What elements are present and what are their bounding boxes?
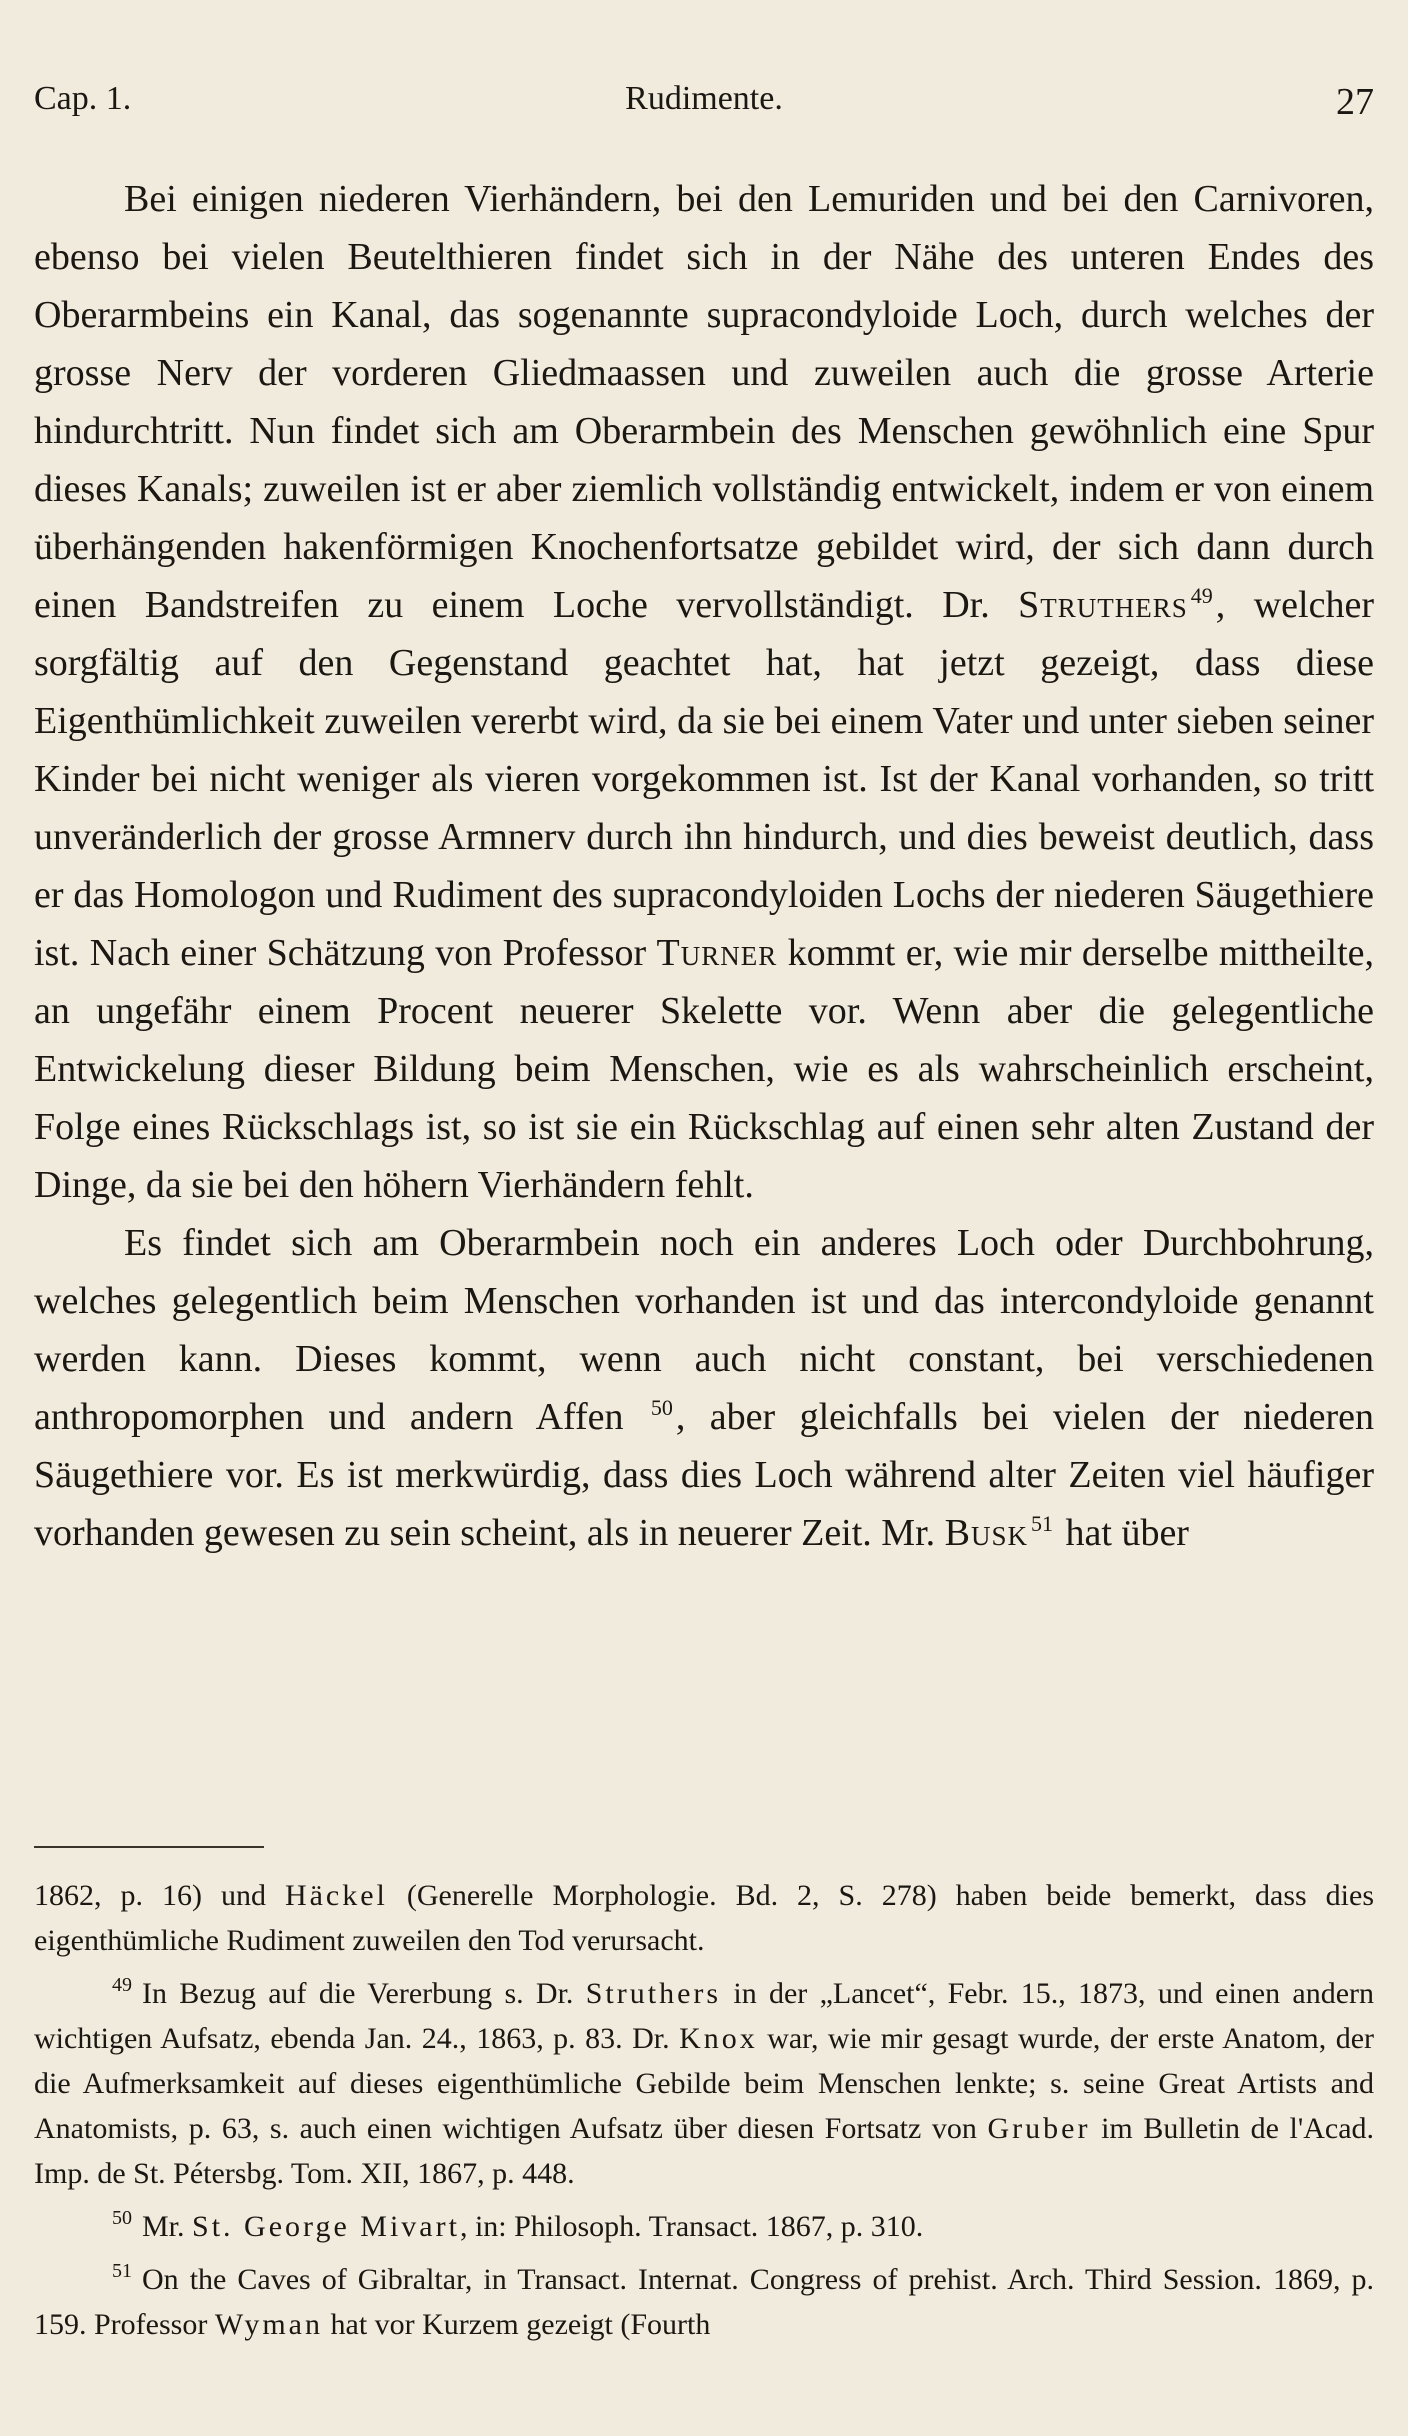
p1-text-c: kommt er, wie mir derselbe mittheilte, an ungefähr einem Procent neuerer Skelette vor. Wenn aber die gelegentliche Entwickelung dieser Bildung beim Menschen, wie es als wahrscheinlich erscheint, Folge eines Rückschlags ist, so ist sie ein Rückschlag auf einen sehr alten Zustand der Dinge, da sie bei den höhern Vierhändern fehlt. bbox=[34, 932, 1375, 1206]
footnote-ref-49: 49 bbox=[1190, 583, 1213, 608]
p2-text-a: Es findet sich am Oberarmbein noch ein anderes Loch oder Durchbohrung, welches gelegentlich beim Menschen vorhanden ist und das intercondyloide genannt werden kann. Dieses kommt, wenn auch nicht constant, bei verschiedenen anthropomorphen und andern Affen bbox=[34, 1222, 1374, 1438]
fn51-text-b: hat vor Kurzem gezeigt (Fourth bbox=[330, 2308, 711, 2341]
p1-text-b: , welcher sorgfältig auf den Gegenstand geachtet hat, hat jetzt gezeigt, dass diese Eigenthümlichkeit zuweilen vererbt wird, da sie bei einem Vater und unter sieben seiner Kinder bei nicht weniger als vieren vorgekommen ist. Ist der Kanal vorhanden, so tritt unveränderlich der grosse Armnerv durch ihn hindurch, und dies beweist deutlich, dass er das Homologon und Rudiment des supracondyloiden Lochs der niederen Säugethiere ist. Nach einer Schätzung von Professor bbox=[34, 584, 1374, 974]
fn51-text-a: On the Caves of Gibraltar, in Transact. Internat. Congress of prehist. Arch. Third Session. 1869, p. 159. Professor bbox=[34, 2263, 1374, 2341]
footnote-divider bbox=[34, 1846, 264, 1848]
fn49-name-struthers: Struthers bbox=[585, 1977, 722, 2010]
footnote-number-50: 50 bbox=[112, 2207, 132, 2229]
fn50-name-mivart: St. George Mivart bbox=[192, 2210, 460, 2243]
chapter-label: Cap. 1. bbox=[34, 80, 132, 117]
fn49-text-c: war, wie mir gesagt wurde, der erste Anatom, der die Aufmerksamkeit auf dieses eigenthümliche Gebilde beim Menschen lenkte; s. seine Great Artists and Anatomists, p. 63, s. auch einen wichtigen Aufsatz über diesen Fortsatz von bbox=[34, 2022, 1375, 2145]
footnote-continuation bbox=[34, 1873, 1374, 1963]
footnote-50 bbox=[34, 2204, 1374, 2249]
main-text bbox=[34, 170, 1374, 1562]
p1-text-a: Bei einigen niederen Vierhändern, bei den Lemuriden und bei den Carnivoren, ebenso bei vielen Beutelthieren findet sich in der Nähe des unteren Endes des Oberarmbeins ein Kanal, das sogenannte supracondyloide Loch, durch welches der grosse Nerv der vorderen Gliedmaassen und zuweilen auch die grosse Arterie hindurchtritt. Nun findet sich am Oberarmbein des Menschen gewöhnlich eine Spur dieses Kanals; zuweilen ist er aber ziemlich vollständig entwickelt, indem er von einem überhängenden hakenförmigen Knochenfortsatze gebildet wird, der sich dann durch einen Bandstreifen zu einem Loche vervollständigt. Dr. bbox=[34, 178, 1374, 626]
author-name-turner: Turner bbox=[656, 932, 778, 974]
footnote-51 bbox=[34, 2257, 1374, 2347]
footnote-ref-50: 50 bbox=[650, 1395, 673, 1420]
paragraph-1 bbox=[34, 170, 1374, 1214]
fn-cont-text-b: (Generelle Morphologie. Bd. 2, S. 278) haben beide bemerkt, dass dies eigenthümliche Rudiment zuweilen den Tod verursacht. bbox=[34, 1879, 1374, 1957]
fn49-text-b: in der „Lancet“, Febr. 15., 1873, und einen andern wichtigen Aufsatz, ebenda Jan. 24., 1863, p. 83. Dr. bbox=[34, 1977, 1375, 2055]
fn50-text-a: Mr. bbox=[142, 2210, 185, 2243]
section-title: Rudimente. bbox=[625, 80, 783, 117]
fn49-name-knox: Knox bbox=[679, 2022, 758, 2055]
paragraph-2 bbox=[34, 1214, 1374, 1562]
fn-name-haeckel: Häckel bbox=[284, 1879, 388, 1912]
author-name-struthers: Struthers bbox=[1018, 584, 1188, 626]
fn49-name-gruber: Gruber bbox=[987, 2112, 1091, 2145]
running-head bbox=[34, 80, 1374, 136]
fn49-text-d: im Bulletin de l'Acad. Imp. de St. Pétersbg. Tom. XII, 1867, p. 448. bbox=[34, 2112, 1375, 2190]
footnote-49 bbox=[34, 1971, 1374, 2196]
author-name-busk: Busk bbox=[944, 1512, 1029, 1554]
footnote-number-49: 49 bbox=[112, 1974, 132, 1996]
p2-text-c: hat über bbox=[1065, 1512, 1189, 1554]
fn51-name-wyman: Wyman bbox=[214, 2308, 323, 2341]
footnote-ref-51: 51 bbox=[1031, 1511, 1054, 1536]
fn50-text-b: , in: Philosoph. Transact. 1867, p. 310. bbox=[459, 2210, 924, 2243]
p2-text-b: , aber gleichfalls bei vielen der niederen Säugethiere vor. Es ist merkwürdig, dass dies Loch während alter Zeiten viel häufiger vorhanden gewesen zu sein scheint, als in neuerer Zeit. Mr. bbox=[34, 1396, 1374, 1554]
footnotes bbox=[34, 1873, 1374, 2355]
fn-cont-text-a: 1862, p. 16) und bbox=[34, 1879, 266, 1912]
page-number: 27 bbox=[1336, 81, 1374, 123]
footnote-number-51: 51 bbox=[112, 2260, 132, 2282]
fn49-text-a: In Bezug auf die Vererbung s. Dr. bbox=[142, 1977, 574, 2010]
